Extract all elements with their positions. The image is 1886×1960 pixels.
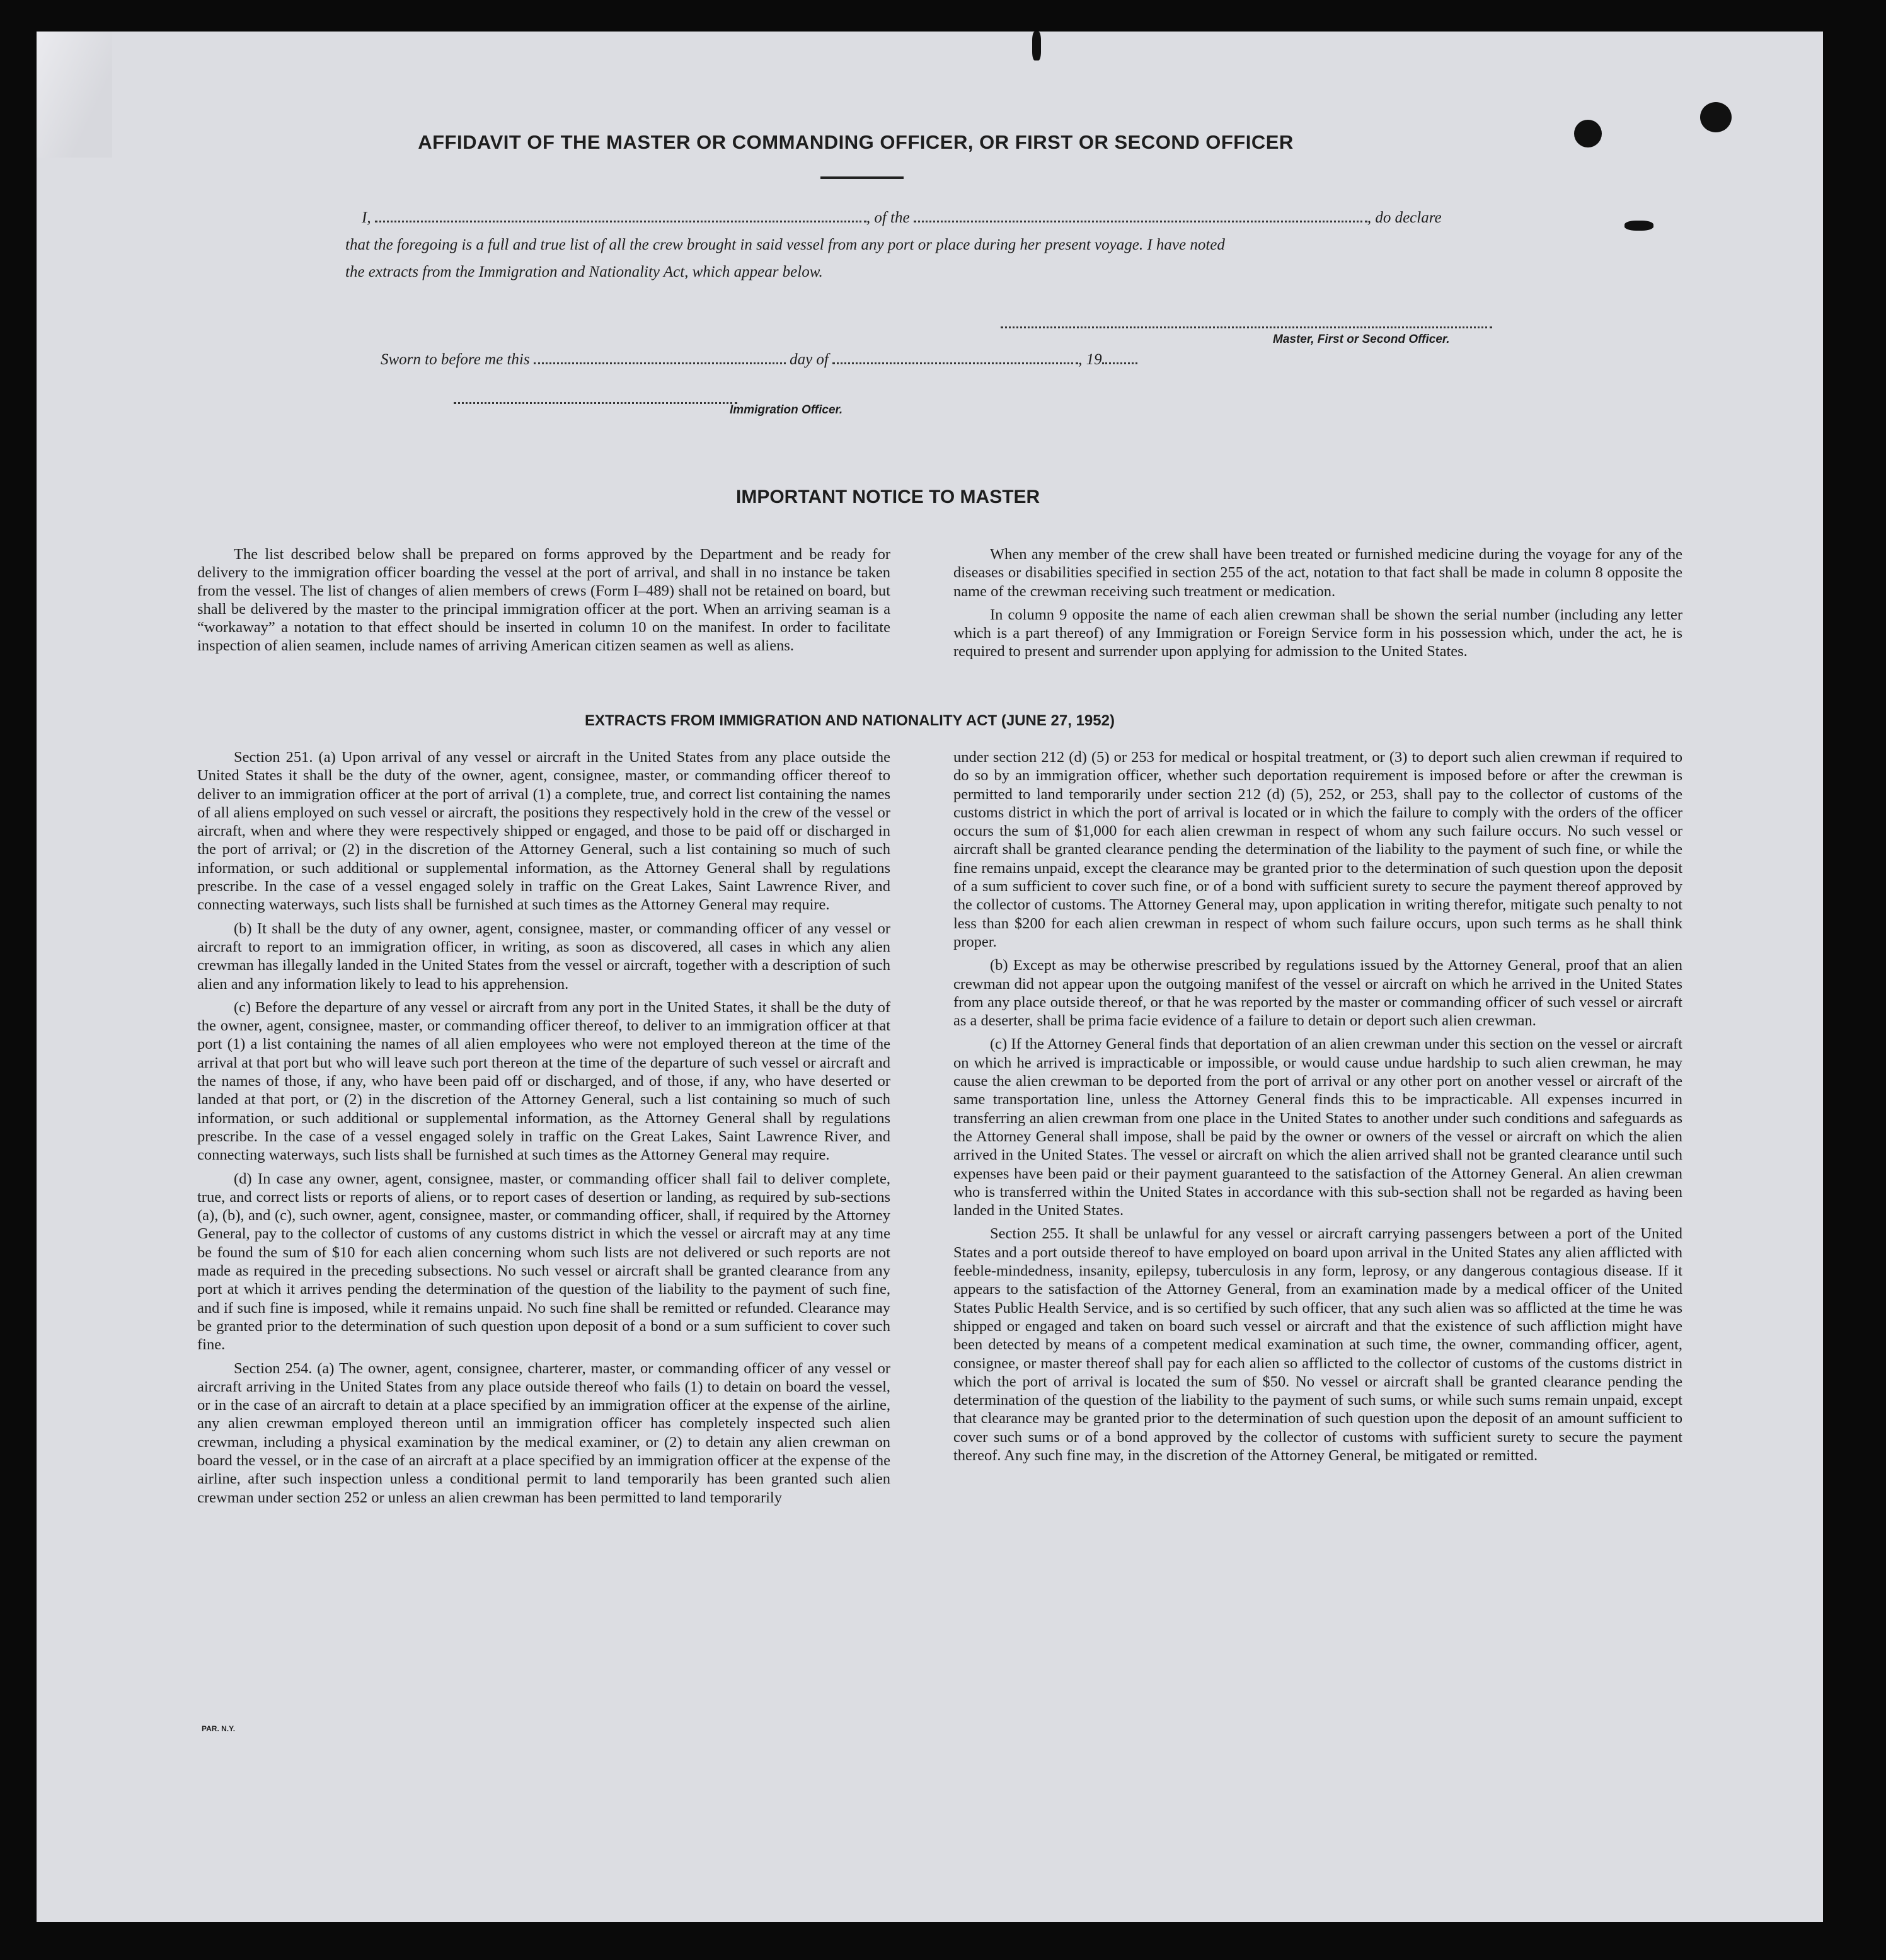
sworn-line: Sworn to before me this day of , 19 [381, 350, 1137, 369]
ink-blot [1032, 32, 1041, 61]
act-paragraph: (c) If the Attorney General finds that deportation of an alien crewman under this section on the vessel or aircraft on which he arrived is impracticable or impossible, or would cause undue hardship to such alien crewman, he may cause the alien crewman to be deported from the port of arrival or any other port on another vessel or aircraft of the same transportation line, unless the Attorney General finds this to be impracticable. All expenses incurred in transferring an alien crewman from one place in the United States to another under such conditions and safeguards as the Attorney General shall impose, shall be paid by the owner or owners of the vessel or aircraft on which the alien arrived in the United States. The vessel or aircraft on which the alien arrived shall not be granted clearance until such expenses have been paid or their payment guaranteed to the satisfaction of the Attorney General. An alien crewman who is transferred within the United States in accordance with this sub-section shall not be regarded as having been landed in the United States. [953, 1035, 1682, 1219]
vessel-name-field[interactable] [914, 208, 1367, 222]
extracts-right-column [953, 748, 1682, 1470]
sworn-day-field[interactable] [534, 350, 786, 364]
act-paragraph: under section 212 (d) (5) or 253 for medical or hospital treatment, or (3) to deport such alien crewman if required to do so by an immigration officer, whether such deportation requirement is imposed before or after the crewman is permitted to land temporarily under section 212 (d) (5), 252, or 253, shall pay to the collector of customs of the customs district in which the port of arrival is located or in which the failure to comply with the orders of the officer occurs the sum of $1,000 for each alien crewman in respect of whom any such failure occurs. No such vessel or aircraft shall be granted clearance pending the determination of the liability to the payment of such fine, or while the fine remains unpaid, except the clearance may be granted prior to the determination of such question upon the deposit of a sum sufficient to cover such fine, or of a bond with sufficient surety to secure the payment thereof approved by the collector of customs. The Attorney General may, upon application in writing therefor, mitigate such penalty to not less than $200 for each alien crewman in respect of whom such failure occurs, upon such terms as he shall think proper. [953, 749, 1682, 950]
master-signature-field[interactable] [1001, 314, 1492, 328]
officer-caption: Immigration Officer. [730, 403, 843, 417]
declaration-text: that the foregoing is a full and true list of all the crew brought in said vessel from any port or place during her present voyage. I have noted [345, 236, 1225, 253]
act-paragraph: (b) Except as may be otherwise prescribed by regulations issued by the Attorney General, proof that an alien crewman did not appear upon the outgoing manifest of the vessel or aircraft on which he arrived in the United States from any place outside thereof, or that he was reported by the master or commanding officer of such vessel or aircraft as a deserter, shall be prima facie evidence of a failure to detain or deport such alien crewman. [953, 957, 1682, 1030]
declaration-text: the extracts from the Immigration and Nationality Act, which appear below. [345, 263, 823, 280]
act-paragraph: (d) In case any owner, agent, consignee, master, or commanding officer shall fail to deliver complete, true, and correct lists or reports of aliens, or to report cases of desertion or landing, as required by sub-sections (a), (b), and (c), such owner, agent, consignee, master, or commanding officer, shall, if required by the Attorney General, pay to the collector of customs of any customs district in which the vessel or aircraft may at any time be found the sum of $10 for each alien concerning whom such lists are not delivered or such reports are not made as required in the preceding subsections. No such vessel or aircraft shall be granted clearance from any port at which it arrives pending the determination of the question of the liability to the payment of such fine, and if such fine is imposed, while it remains unpaid. No such fine shall be remitted or refunded. Clearance may be granted prior to the determination of such question upon deposit of a bond or a sum sufficient to cover such fine. [197, 1170, 890, 1354]
document-page [37, 32, 1823, 1922]
ink-blot [1700, 102, 1732, 132]
declarant-name-field[interactable] [375, 208, 866, 222]
notice-title: IMPORTANT NOTICE TO MASTER [736, 487, 1040, 507]
title-underline [820, 176, 904, 179]
affidavit-title: AFFIDAVIT OF THE MASTER OR COMMANDING OFFICER, OR FIRST OR SECOND OFFICER [418, 131, 1294, 153]
act-paragraph: (c) Before the departure of any vessel or aircraft from any port in the United States, it shall be the duty of the owner, agent, consignee, master, or commanding officer thereof, to deliver to an immigration officer at that port (1) a list containing the names of all alien employees who were not employed thereon at the time of the arrival at that port but who will leave such port thereon at the time of the departure of such vessel or aircraft and the names of those, if any, who have been paid off or discharged, and of those, if any, who have deserted or landed at that port, or (2) in the discretion of the Attorney General, such a list containing so much of such information, or such additional or supplemental information, as the Attorney General shall by regulations prescribe. In the case of a vessel engaged solely in traffic on the Great Lakes, Saint Lawrence River, and connecting waterways, such lists shall be furnished at such times as the Attorney General may require. [197, 998, 890, 1164]
extracts-title: EXTRACTS FROM IMMIGRATION AND NATIONALITY ACT (JUNE 27, 1952) [585, 712, 1115, 729]
sworn-month-field[interactable] [832, 350, 1078, 364]
act-paragraph: Section 254. (a) The owner, agent, consignee, charterer, master, or commanding officer of any vessel or aircraft arriving in the United States from any place outside thereof who fails (1) to detain on board the vessel, or in the case of an aircraft to detain at a place specified by an immigration officer at the expense of the airline, any alien crewman employed thereon until an immigration officer has completely inspected such alien crewman, including a physical examination by the medical examiner, or (2) to detain any alien crewman on board the vessel, or in the case of an aircraft at a place specified by an immigration officer at the expense of the airline, after such inspection unless a conditional permit to land temporarily has been granted such alien crewman under section 252 or unless an alien crewman has been permitted to land temporarily [197, 1359, 890, 1506]
notice-right-column [953, 545, 1682, 666]
notice-left-paragraph: The list described below shall be prepared on forms approved by the Department and be ready for delivery to the immigration officer boarding the vessel at the port of arrival, and shall in no instance be taken from the vessel. The list of changes of alien members of crews (Form I–489) shall not be retained on board, but shall be delivered by the master to the principal immigration officer at the port. When an arriving seaman is a “workaway” a notation to that effect should be inserted in column 10 on the manifest. In order to facilitate inspection of alien seamen, include names of arriving American citizen seamen as well as aliens. [197, 546, 890, 654]
folded-corner [37, 32, 112, 158]
declarant-line: I, , of the , do declare [362, 209, 1442, 226]
act-paragraph: (b) It shall be the duty of any owner, agent, consignee, master, or commanding officer of any vessel or aircraft to report to an immigration officer, in writing, as soon as discovered, all cases in which any alien crewman has illegally landed in the United States from the vessel or aircraft, together with a description of such alien and any information likely to lead to his apprehension. [197, 919, 890, 993]
extracts-left-column [197, 748, 890, 1512]
act-paragraph: Section 251. (a) Upon arrival of any vessel or aircraft in the United States from any place outside the United States it shall be the duty of the owner, agent, consignee, master, or commanding officer thereof to deliver to an immigration officer at the port of arrival (1) a complete, true, and correct list containing the names of all aliens employed on such vessel or aircraft, the positions they respectively hold in the crew of the vessel or aircraft, when and where they were respectively shipped or engaged, and those to be paid off or discharged in the port of arrival; or (2) in the discretion of the Attorney General, such a list containing so much of such information, or such additional or supplemental information, as the Attorney General shall by regulations prescribe. In the case of a vessel engaged solely in traffic on the Great Lakes, Saint Lawrence River, and connecting waterways, such lists shall be furnished at such times as the Attorney General may require. [197, 749, 890, 914]
ink-blot [1574, 120, 1602, 147]
sworn-year-field[interactable] [1102, 350, 1137, 364]
notice-paragraph: When any member of the crew shall have been treated or furnished medicine during the voyage for any of the diseases or disabilities specified in section 255 of the act, notation to that fact shall be made in column 8 opposite the name of the crewman receiving such treatment or medication. [953, 546, 1682, 600]
officer-signature-field[interactable] [454, 389, 737, 404]
printer-mark: PAR. N.Y. [202, 1724, 236, 1733]
notice-paragraph: In column 9 opposite the name of each alien crewman shall be shown the serial number (including any letter which is a part thereof) of any Immigration or Foreign Service form in his possession which, under the act, he is required to present and surrender upon applying for admission to the United States. [953, 606, 1682, 660]
act-paragraph: Section 255. It shall be unlawful for any vessel or aircraft carrying passengers between a port of the United States and a port outside thereof to have employed on board upon arrival in the United States any alien afflicted with feeble-mindedness, insanity, epilepsy, tuberculosis in any form, leprosy, or any dangerous contagious disease. If it appears to the satisfaction of the Attorney General, from an examination made by a medical officer of the United States Public Health Service, and is so certified by such officer, that any such alien was so afflicted at the time he was shipped or engaged and taken on board such vessel or aircraft and that the existence of such affliction might have been detected by means of a competent medical examination at such time, the owner, commanding officer, agent, consignee, or master thereof shall pay for each alien so afflicted to the collector of customs of the customs district in which the port of arrival is located the sum of $50. No vessel or aircraft shall be granted clearance pending the determination of the question of the liability to the payment of such sums, or while such sums remain unpaid, except that clearance may be granted prior to the determination of such question upon the deposit of an amount sufficient to cover such sums or of a bond approved by the collector of customs with sufficient surety to secure the payment thereof. Any such fine may, in the discretion of the Attorney General, be mitigated or remitted. [953, 1225, 1682, 1464]
ink-blot [1624, 221, 1653, 231]
master-caption: Master, First or Second Officer. [1273, 333, 1450, 346]
